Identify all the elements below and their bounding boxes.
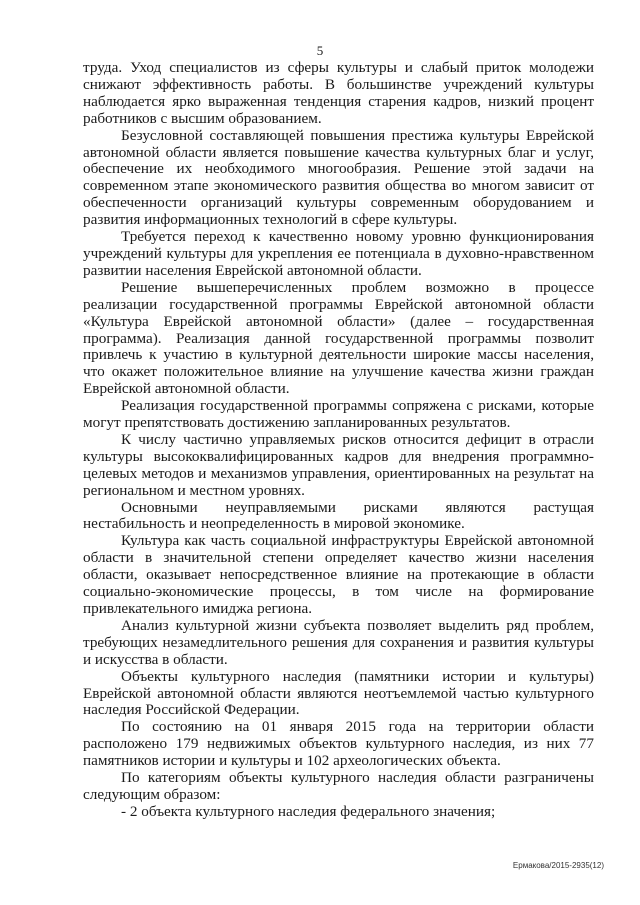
paragraph: По состоянию на 01 января 2015 года на территории области расположено 179 недвижимых объектов культурного наследия, из них 77 памятников истории и культуры и 102 археологических объекта.	[83, 718, 594, 770]
paragraph-continuation: труда. Уход специалистов из сферы культуры и слабый приток молодежи снижают эффективность работы. В большинстве учреждений культуры наблюдается ярко выраженная тенденция старения кадров, низкий процент работников с высшим образованием.	[83, 59, 594, 127]
paragraph: Основными неуправляемыми рисками являются растущая нестабильность и неопределенность в мировой экономике.	[83, 498, 594, 533]
page-number: 5	[316, 43, 324, 58]
paragraph: Культура как часть социальной инфраструктуры Еврейской автономной области в значительной степени определяет качество жизни населения области, оказывает непосредственное влияние на протекающие в области социально-экономические процессы, в том числе на формирование привлекательного имиджа региона.	[83, 532, 594, 617]
paragraph: Реализация государственной программы сопряжена с рисками, которые могут препятствовать достижению запланированных результатов.	[83, 397, 594, 432]
paragraph: Требуется переход к качественно новому уровню функционирования учреждений культуры для укрепления ее потенциала в духовно-нравственном развитии населения Еврейской автономной области.	[83, 228, 594, 279]
list-item: - 2 объекта культурного наследия федерального значения;	[121, 802, 496, 820]
document-code: Ермакова/2015-2935(12)	[512, 861, 604, 870]
paragraph: Безусловной составляющей повышения престижа культуры Еврейской автономной области является повышение качества культурных благ и услуг, обеспечение их необходимого многообразия. Решение этой задачи на современном этапе экономического развития общества во многом зависит от обеспеченности организаций культуры современным оборудованием и развития информационных технологий в сфере культуры.	[83, 126, 594, 229]
paragraph: Объекты культурного наследия (памятники истории и культуры) Еврейской автономной области являются неотъемлемой частью культурного наследия Российской Федерации.	[83, 667, 594, 719]
paragraph: По категориям объекты культурного наследия области разграничены следующим образом:	[83, 769, 594, 803]
document-body	[83, 60, 594, 821]
paragraph: Решение вышеперечисленных проблем возможно в процессе реализации государственной программы Еврейской автономной области «Культура Еврейской автономной области» (далее – государственная программа). Реализация данной государственной программы позволит привлечь к участию в культурной деятельности широкие массы населения, что окажет положительное влияние на улучшение качества жизни граждан Еврейской автономной области.	[83, 278, 594, 398]
paragraph: К числу частично управляемых рисков относится дефицит в отрасли культуры высококвалифицированных кадров для внедрения программно-целевых методов и механизмов управления, ориентированных на результат на региональном и местном уровнях.	[83, 430, 594, 499]
paragraph: Анализ культурной жизни субъекта позволяет выделить ряд проблем, требующих незамедлительного решения для сохранения и развития культуры и искусства в области.	[83, 616, 594, 668]
